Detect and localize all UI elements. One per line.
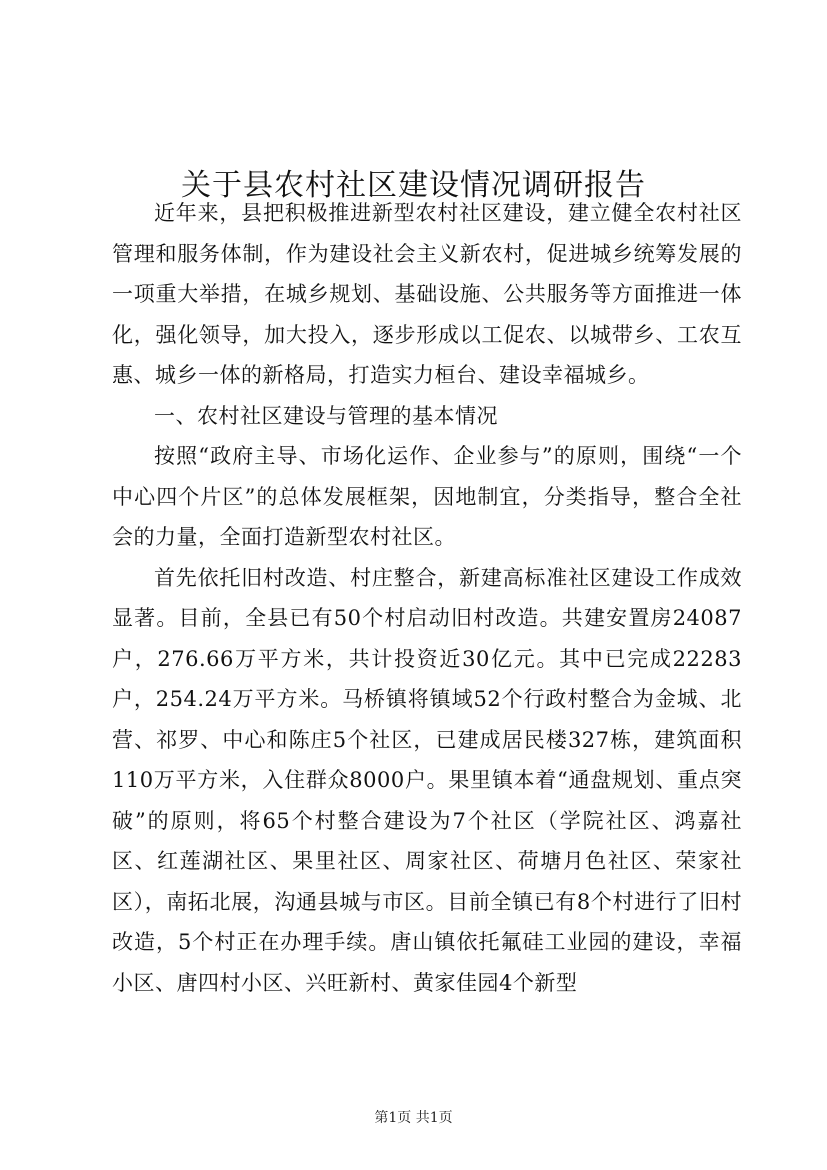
document-title: 关于县农村社区建设情况调研报告 — [181, 168, 646, 204]
section-heading: 一、农村社区建设与管理的基本情况 — [154, 403, 498, 428]
details-paragraph: 首先依托旧村改造、村庄整合，新建高标准社区建设工作成效显著。目前，全县已有50个村启动旧村改造。共建安置房24087户，276.66万平方米，共计投资近30亿元。其中已完成22283户，254.24万平方米。马桥镇将镇域52个行政村整合为金城、北营、祁罗、中心和陈庄5个社区，已建成居民楼327栋，建筑面积110万平方米，入住群众8000户。果里镇本着“通盘规划、重点突破”的原则，将65个村整合建设为7个社区（学院社区、鸿嘉社区、红莲湖社区、果里社区、周家社区、荷塘月色社区、荣家社区），南拓北展，沟通县城与市区。目前全镇已有8个村进行了旧村改造，5个村正在办理手续。唐山镇依托氟硅工业园的建设，幸福小区、唐四村小区、兴旺新村、黄家佳园4个新型 — [112, 565, 742, 995]
page-footer: 第1页 共1页 — [374, 1110, 453, 1126]
intro-paragraph: 近年来，县把积极推进新型农村社区建设，建立健全农村社区管理和服务体制，作为建设社会主义新农村，促进城乡统筹发展的一项重大举措，在城乡规划、基础设施、公共服务等方面推进一体化，强化领导，加大投入，逐步形成以工促农、以城带乡、工农互惠、城乡一体的新格局，打造实力桓台、建设幸福城乡。 — [112, 201, 742, 387]
principle-paragraph: 按照“政府主导、市场化运作、企业参与”的原则，围绕“一个中心四个片区”的总体发展框架，因地制宜，分类指导，整合全社会的力量，全面打造新型农村社区。 — [112, 444, 742, 549]
document-body — [112, 193, 742, 1003]
